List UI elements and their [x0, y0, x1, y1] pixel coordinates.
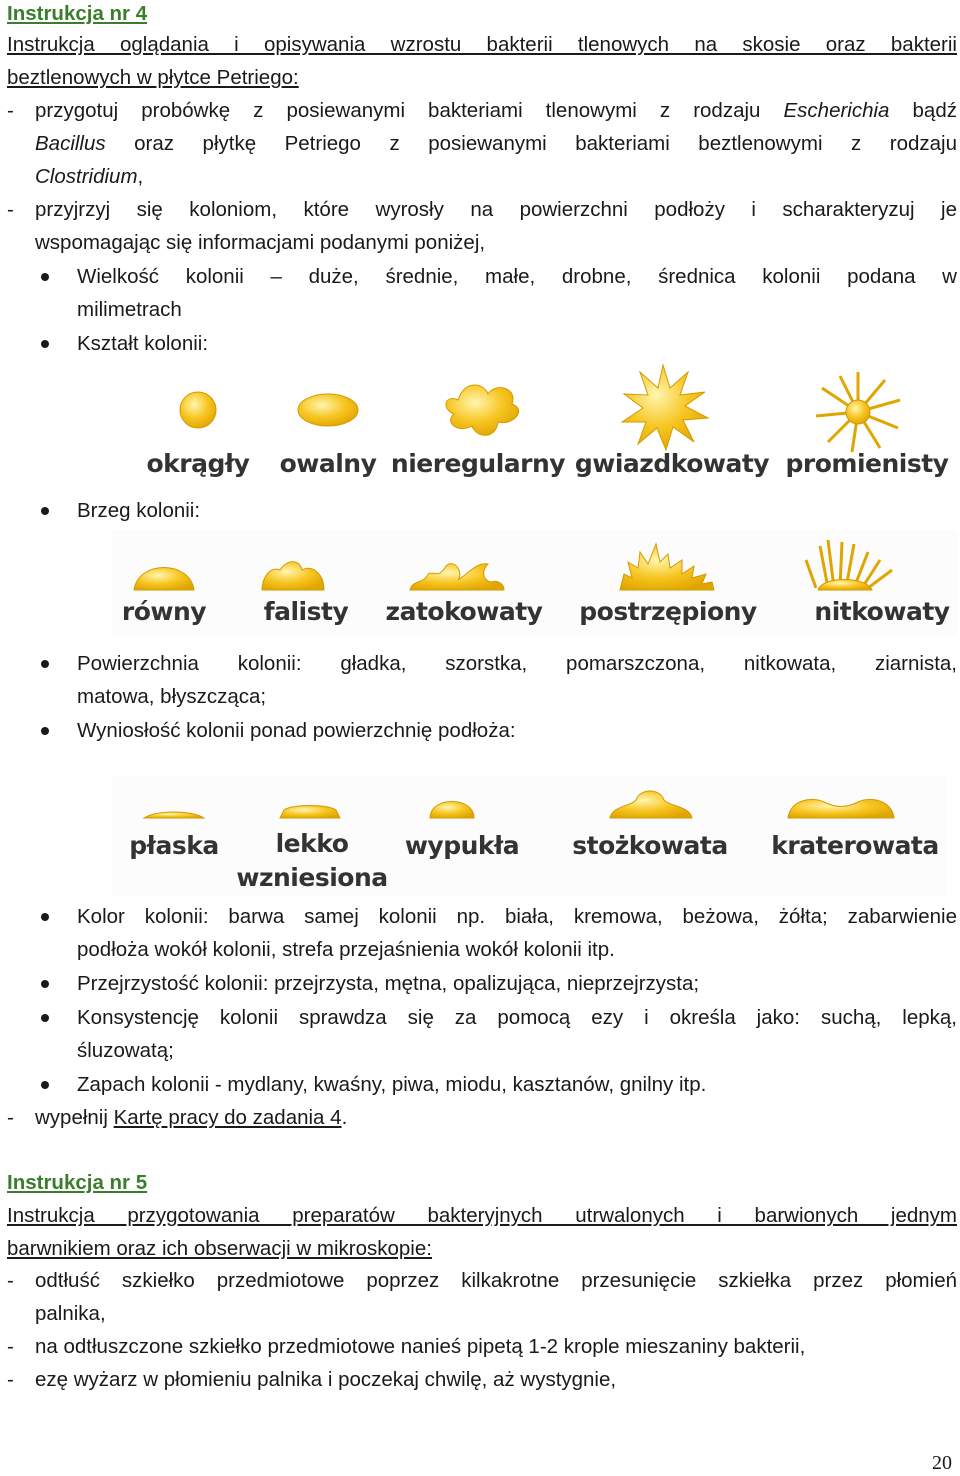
section-4-intro-line1: Instrukcja oglądania i opisywania wzrostu bakterii tlenowych na skosie oraz bakterii: [7, 33, 957, 56]
worksheet-link[interactable]: Kartę pracy do zadania 4: [113, 1106, 342, 1129]
elevation-label-convex: wypukła: [404, 831, 520, 860]
elevation-label-umbonate: stożkowata: [572, 831, 728, 860]
shape-oval-icon: [298, 394, 358, 426]
bullet-icon: [41, 727, 49, 735]
edge-label-filamentous: nitkowaty: [814, 597, 950, 626]
edge-label-wavy: falisty: [263, 597, 349, 626]
colony-shape-figure: [140, 360, 950, 485]
section-5-intro-line1: Instrukcja przygotowania preparatów bakteryjnych utrwalonych i barwionych jednym: [7, 1204, 957, 1227]
elevation-label-raised-1: lekko: [275, 829, 349, 858]
bullet-icon: [41, 1081, 49, 1089]
bullet-icon: [41, 980, 49, 988]
shape-label-oval: owalny: [279, 449, 377, 478]
elevation-label-raised-2: wzniesiona: [236, 863, 388, 892]
section-5-heading: Instrukcja nr 5: [7, 1171, 148, 1194]
edge-label-lobate: zatokowaty: [385, 597, 543, 626]
shape-round-icon: [180, 392, 216, 428]
edge-label-smooth: równy: [121, 597, 207, 626]
section-4-heading: Instrukcja nr 4: [7, 2, 148, 25]
page-number: 20: [932, 1452, 952, 1474]
shape-label-round: okrągły: [146, 449, 250, 478]
bullet-icon: [41, 507, 49, 515]
shape-label-irregular: nieregularny: [390, 449, 566, 478]
shape-label-star: gwiazdkowaty: [574, 449, 770, 478]
elevation-raised-icon: [280, 806, 340, 819]
bullet-icon: [41, 660, 49, 668]
section-4-intro-line2: beztlenowych w płytce Petriego:: [7, 66, 299, 89]
edge-label-ragged: postrzępiony: [579, 597, 757, 626]
colony-edge-figure: [112, 530, 957, 635]
elevation-label-flat: płaska: [129, 831, 219, 860]
shape-radial-icon: [816, 372, 900, 452]
bullet-icon: [41, 340, 49, 348]
bullet-icon: [41, 1014, 49, 1022]
shape-star-icon: [622, 365, 708, 450]
bullet-icon: [41, 913, 49, 921]
shape-irregular-icon: [446, 385, 519, 435]
colony-elevation-figure: [112, 776, 947, 896]
elevation-label-crateriform: kraterowata: [771, 831, 939, 860]
bullet-icon: [41, 273, 49, 281]
section-5-intro-line2: barwnikiem oraz ich obserwacji w mikroskopie:: [7, 1237, 432, 1260]
shape-label-radial: promienisty: [785, 449, 949, 478]
